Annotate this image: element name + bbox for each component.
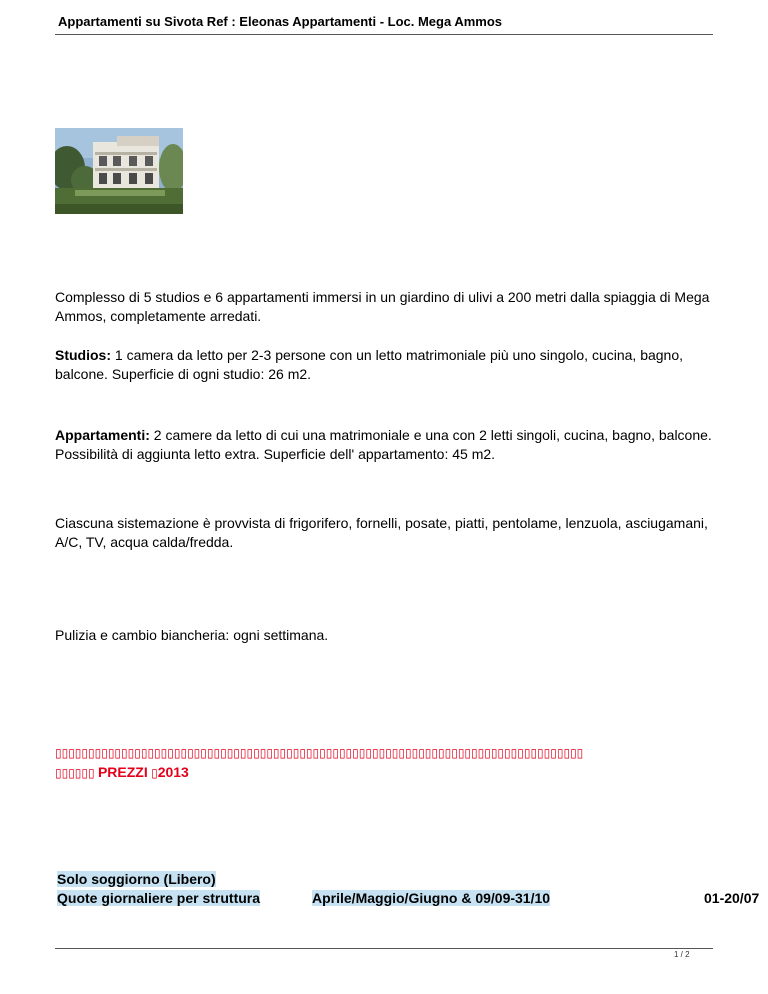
- period-1-label: Aprile/Maggio/Giugno & 09/09-31/10: [312, 890, 551, 906]
- table-row-daily-rates: [57, 890, 260, 906]
- stay-only-label: Solo soggiorno (Libero): [57, 871, 216, 887]
- apartments-description: 2 camere da letto di cui una matrimoniale e una con 2 letti singoli, cucina, bagno, balcone. Possibilità di aggiunta letto extra. Superficie dell' appartamento: 45 m2.: [55, 427, 712, 462]
- table-header-period-1: [312, 890, 550, 906]
- prices-year: 2013: [157, 764, 189, 780]
- missing-glyph-row: ▯▯▯▯▯▯▯▯▯▯▯▯▯▯▯▯▯▯▯▯▯▯▯▯▯▯▯▯▯▯▯▯▯▯▯▯▯▯▯▯▯▯▯▯▯▯▯▯▯▯▯▯▯▯▯▯▯▯▯▯▯▯▯▯▯▯▯▯▯▯▯▯▯▯▯▯▯▯▯▯: [55, 746, 584, 760]
- footer-divider: [55, 948, 713, 949]
- missing-glyph-prefix: ▯▯▯▯▯▯: [55, 766, 98, 780]
- apartments-paragraph: [55, 426, 715, 464]
- apartments-label: Appartamenti:: [55, 427, 150, 443]
- studios-description: 1 camera da letto per 2-3 persone con un letto matrimoniale più uno singolo, cucina, bagno, balcone. Superficie di ogni studio: 26 m2.: [55, 347, 684, 382]
- intro-paragraph: Complesso di 5 studios e 6 appartamenti immersi in un giardino di ulivi a 200 metri dalla spiaggia di Mega Ammos, completamente arredati.: [55, 289, 710, 324]
- studios-label: Studios:: [55, 347, 111, 363]
- page-header-title: Appartamenti su Sivota Ref : Eleonas Appartamenti - Loc. Mega Ammos: [58, 14, 503, 29]
- amenities-paragraph: Ciascuna sistemazione è provvista di frigorifero, fornelli, posate, piatti, pentolame, lenzuola, asciugamani, A/C, TV, acqua calda/fredda.: [55, 515, 708, 550]
- table-row-stay-only: [57, 871, 216, 887]
- prices-title: PREZZI: [97, 764, 148, 780]
- property-photo: [55, 128, 183, 214]
- cleaning-paragraph: Pulizia e cambio biancheria: ogni settimana.: [55, 627, 329, 643]
- prices-heading: [55, 764, 189, 780]
- daily-rates-label: Quote giornaliere per struttura: [57, 890, 261, 906]
- header-divider: [55, 34, 713, 35]
- page-number: 1 / 2: [674, 950, 690, 959]
- table-header-period-2: 01-20/07: [704, 890, 760, 906]
- studios-paragraph: [55, 346, 715, 384]
- missing-glyph-mid: ▯: [147, 766, 158, 780]
